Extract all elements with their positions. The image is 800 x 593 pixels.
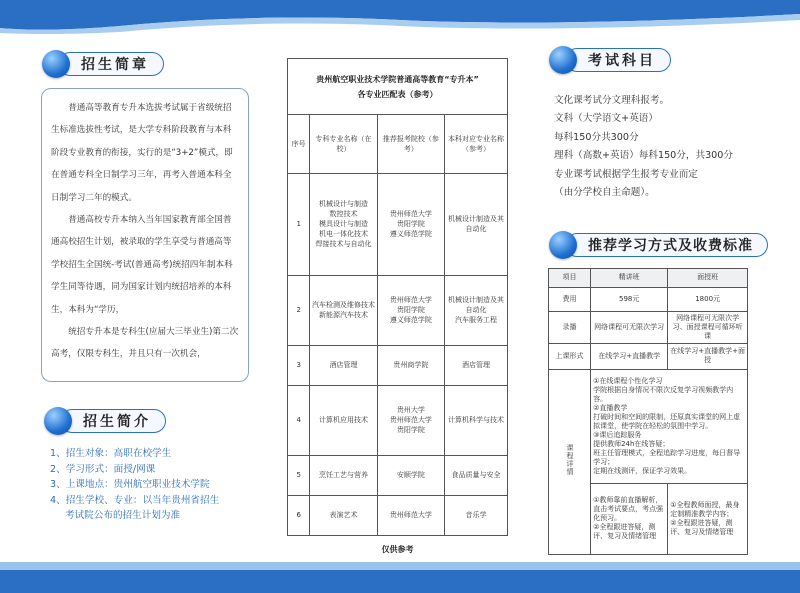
table-header-row (288, 115, 507, 173)
table-row: 录播 网络课程可无限次学习 网络课程可无限次学习、面授课程可循环听课 (549, 311, 747, 343)
section-title: 推荐学习方式及收费标准 (565, 233, 768, 257)
fee-table (548, 268, 748, 555)
section-title: 招生简章 (58, 52, 164, 76)
bullet-ball-icon (42, 50, 70, 78)
brochure-paragraph: 普通高校专升本纳入当年国家教育部全国普通高校招生计划，被录取的学生享受与普通高等学校招生全国统-考试(普通高考)统招四年制本科学生同等待遇，同为国家计划内统招培养的本科生，本科为“学历， (51, 215, 233, 315)
header-cell: 序号 (288, 115, 310, 173)
section-header-admission-brochure (42, 51, 164, 77)
table-row: 1 机械设计与制造 数控技术 模具设计与制造 机电一体化技术 焊接技术与自动化 贵州师范大学 贵阳学院 遵义师范学院 机械设计制造及其自动化 (288, 173, 507, 275)
bottom-band (0, 562, 800, 593)
section-title: 招生简介 (60, 409, 166, 433)
section-title: 考试科目 (565, 48, 671, 72)
table-title: 贵州航空职业技术学院普通高等教育“专升本” 各专业匹配表（参考） (288, 59, 507, 115)
admission-intro-list (50, 446, 219, 524)
table-row: 6 表演艺术 贵州师范大学 音乐学 (288, 495, 507, 535)
table-row: 3 酒店管理 贵州商学院 酒店管理 (288, 345, 507, 385)
bullet-ball-icon (549, 46, 577, 74)
table-row: 上课形式 在线学习+直播教学 在线学习+直播教学+面授 (549, 343, 747, 369)
brochure-paragraph: 统招专升本是专科生(应届大三毕业生)第二次高考，仅限专科生，并且只有一次机会， (51, 327, 239, 360)
list-item: 1、招生对象：高职在校学生 (50, 448, 172, 459)
brochure-paragraph: 普通高等教育专升本选拔考试属于省级统招生标准选拔性考试，是大学专科阶段教育与本科阶段专业教育的衔接，实行的是“3+2”模式，即在普通专科全日制学习三年，再考入普通本科全日制学习二年的模式。 (51, 103, 233, 203)
table-row: 5 烹饪工艺与营养 安顺学院 食品质量与安全 (288, 455, 507, 495)
table-row: 4 计算机应用技术 贵州大学 贵州师范大学 贵阳学院 计算机科学与技术 (288, 385, 507, 455)
section-header-exam-subjects (549, 47, 671, 73)
list-item: 2、学习形式：面授/网课 (50, 463, 156, 475)
table-row: 费用 598元 1800元 (549, 287, 747, 311)
header-cell: 推荐报考院校（参考） (377, 115, 444, 173)
table-row: ①教师靠前直播解析，直击考试要点，考点强化预习。 ②全程跟进答疑，测评、复习及情绪管理 ①全程教师面授，最身定制精准教学内容； ②全程跟进答疑，测评、复习及情绪管理 (549, 483, 747, 554)
section-header-admission-intro (44, 408, 166, 434)
section-header-study-fees (549, 232, 768, 258)
header-cell: 本科对应专业名称（参考） (445, 115, 507, 173)
bullet-ball-icon (549, 231, 577, 259)
list-item: 考试院公布的招生计划为准 (65, 510, 181, 521)
majors-matching-table (287, 58, 508, 536)
list-item: 4、招生学校、专业：以当年贵州省招生 (50, 494, 220, 506)
brochure-text-box (41, 88, 249, 382)
table-row: 2 汽车检测及维修技术 新能源汽车技术 贵州师范大学 贵阳学院 遵义师范学院 机械设计制造及其自动化 汽车服务工程 (288, 275, 507, 345)
header-cell: 专科专业名称（在校） (310, 115, 377, 173)
table-header-row: 项目 精讲班 面授班 (549, 269, 747, 287)
top-wave-band (0, 0, 800, 34)
list-item: 3、上课地点：贵州航空职业技术学院 (50, 479, 210, 490)
table-footnote: 仅供参考 (381, 545, 414, 554)
exam-subjects-text: 文化课考试分文理科报考。 文科（大学语文+英语） 每科150分共300分 理科（高数+英语）每科150分，共300分 专业课考试根据学生报考专业而定 （由分学校自主命题）。 (554, 95, 733, 199)
bullet-ball-icon (44, 407, 72, 435)
table-row: 课程详情 ①在线课程个性化学习 学院根据自身情况不限次反复学习视频教学内容。 ②直播教学 打破时间和空间的限制，还原真实课堂的网上虚拟课堂，使学院在轻松的氛围中学习。 ③课后追踪服务 提供教师24h在线答疑； 班主任管理模式，全程追踪学习进度，每日督导学习； 定期在线测评，保证学习效果。 (549, 369, 747, 483)
